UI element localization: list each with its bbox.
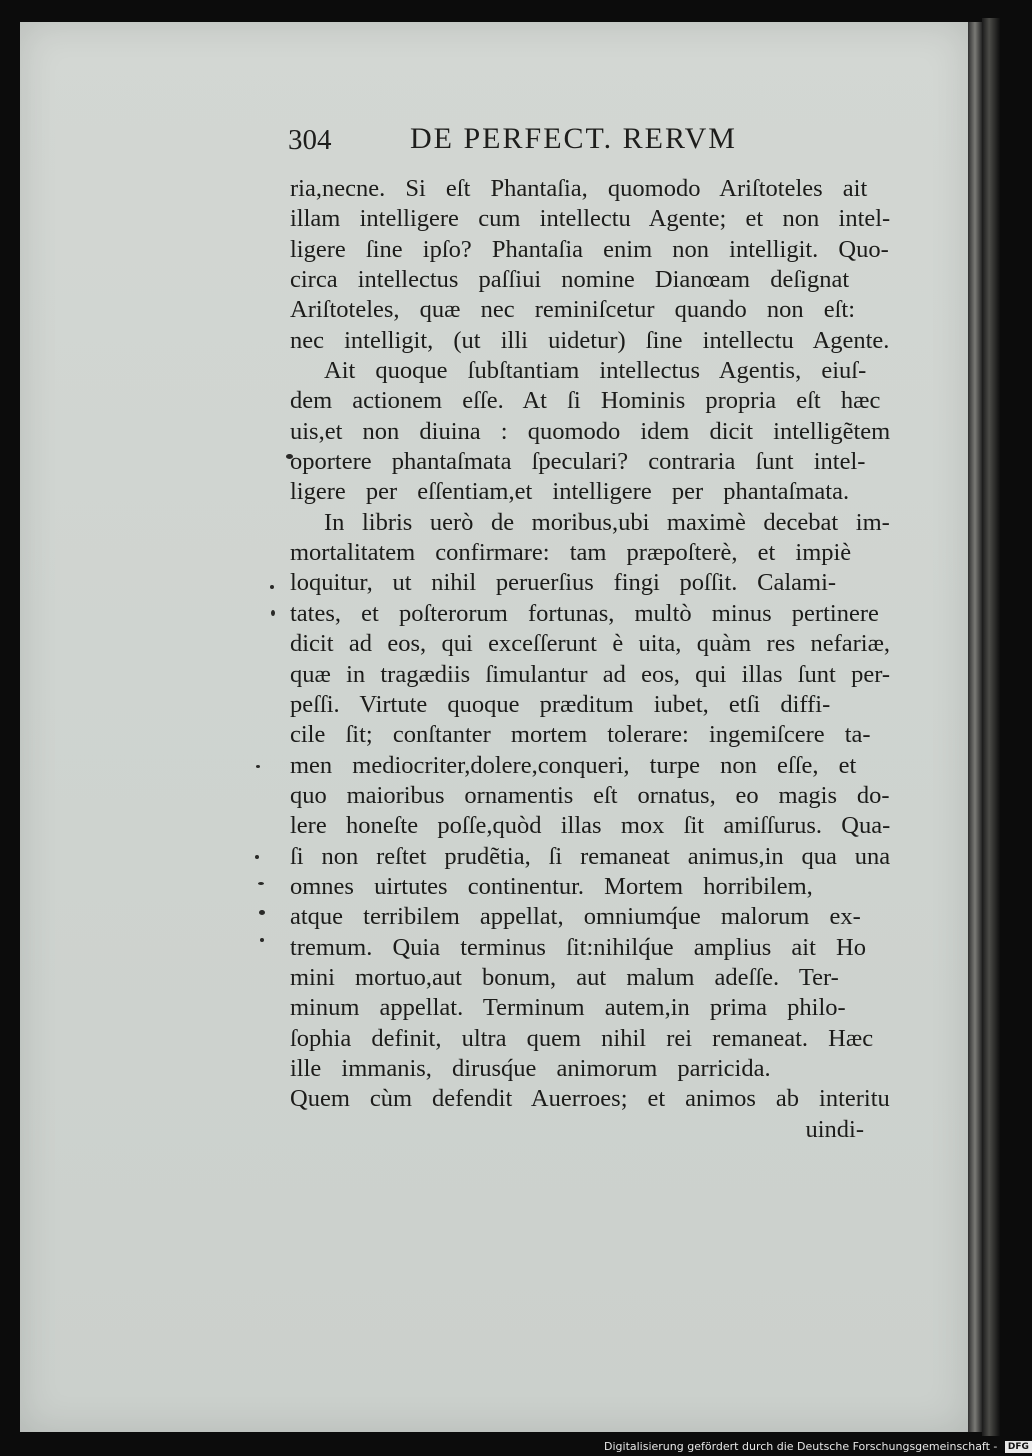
page-edge: [982, 18, 1000, 1436]
margin-speck: [260, 938, 264, 942]
margin-speck: [256, 765, 260, 768]
text-line: Ariſtoteles, quæ nec reminiſcetur quando non eſt:: [290, 296, 856, 324]
text-line: uis,et non diuina : quomodo idem dicit intelligẽtem: [290, 417, 891, 445]
text-line: In libris uerò de moribus,ubi maximè decebat im-: [324, 508, 890, 536]
running-head: [288, 118, 888, 162]
margin-speck: [270, 585, 274, 589]
text-line: mini mortuo,aut bonum, aut malum adeſſe. Ter-: [290, 963, 839, 991]
catchword: uindi-: [805, 1115, 864, 1143]
margin-speck: [271, 610, 275, 616]
text-line: ſi non reſtet prudẽtia, ſi remaneat animus,in qua una: [290, 842, 891, 870]
margin-speck: [255, 855, 259, 859]
body-text: [290, 174, 890, 1145]
text-line: tremum. Quia terminus ſit:nihilq́ue amplius ait Ho: [290, 933, 866, 961]
text-line: loquitur, ut nihil peruerſius fingi poſſit. Calami-: [290, 569, 837, 597]
text-line: ligere per eſſentiam,et intelligere per phantaſmata.: [290, 478, 850, 506]
text-line: Quem cùm defendit Auerroes; et animos ab interitu: [290, 1085, 890, 1113]
text-line: mortalitatem confirmare: tam præpoſterè, et impiè: [290, 539, 852, 567]
text-line: circa intellectus paſſiui nomine Dianœam deſignat: [290, 266, 850, 294]
text-line: nec intelligit, (ut illi uidetur) ſine intellectu Agente.: [290, 326, 890, 354]
text-line: ille immanis, dirusq́ue animorum parricida.: [290, 1054, 771, 1082]
text-line: quæ in tragædiis ſimulantur ad eos, qui illas ſunt per-: [290, 660, 891, 688]
text-line: oportere phantaſmata ſpeculari? contraria ſunt intel-: [290, 448, 866, 476]
digitization-credit: [604, 1438, 1032, 1456]
text-line: ſophia definit, ultra quem nihil rei remaneat. Hæc: [290, 1024, 874, 1052]
text-line: lere honeſte poſſe,quòd illas mox ſit amiſſurus. Qua-: [290, 812, 891, 840]
margin-speck: [259, 910, 265, 915]
page-binding: [968, 22, 982, 1432]
text-line: Ait quoque ſubſtantiam intellectus Agentis, eiuſ-: [324, 357, 867, 385]
text-line: atque terribilem appellat, omniumq́ue malorum ex-: [290, 903, 861, 931]
text-line: dem actionem eſſe. At ſi Hominis propria eſt hæc: [290, 387, 881, 415]
dfg-logo: DFG: [1005, 1441, 1032, 1453]
text-line: omnes uirtutes continentur. Mortem horribilem,: [290, 872, 813, 900]
text-line: cile ſit; conſtanter mortem tolerare: ingemiſcere ta-: [290, 721, 871, 749]
text-line: men mediocriter,dolere,conqueri, turpe non eſſe, et: [290, 751, 857, 779]
text-line: ria,necne. Si eſt Phantaſia, quomodo Ariſtoteles ait: [290, 175, 868, 202]
text-line: quo maioribus ornamentis eſt ornatus, eo magis do-: [290, 781, 890, 809]
text-line: minum appellat. Terminum autem,in prima philo-: [290, 994, 846, 1022]
text-line: dicit ad eos, qui exceſſerunt è uita, quàm res nefariæ,: [290, 630, 891, 658]
credit-text: Digitalisierung gefördert durch die Deutsche Forschungsgemeinschaft -: [604, 1440, 998, 1453]
text-line: ligere ſine ipſo? Phantaſia enim non intelligit. Quo-: [290, 235, 889, 263]
page-number: 304: [288, 124, 332, 156]
text-line: tates, et poſterorum fortunas, multò minus pertinere: [290, 599, 879, 627]
margin-speck: [258, 882, 264, 885]
running-title: DE PERFECT. RERVM: [410, 122, 737, 155]
text-line: peſſi. Virtute quoque præditum iubet, etſi diffi-: [290, 690, 831, 718]
text-line: illam intelligere cum intellectu Agente; et non intel-: [290, 205, 891, 233]
